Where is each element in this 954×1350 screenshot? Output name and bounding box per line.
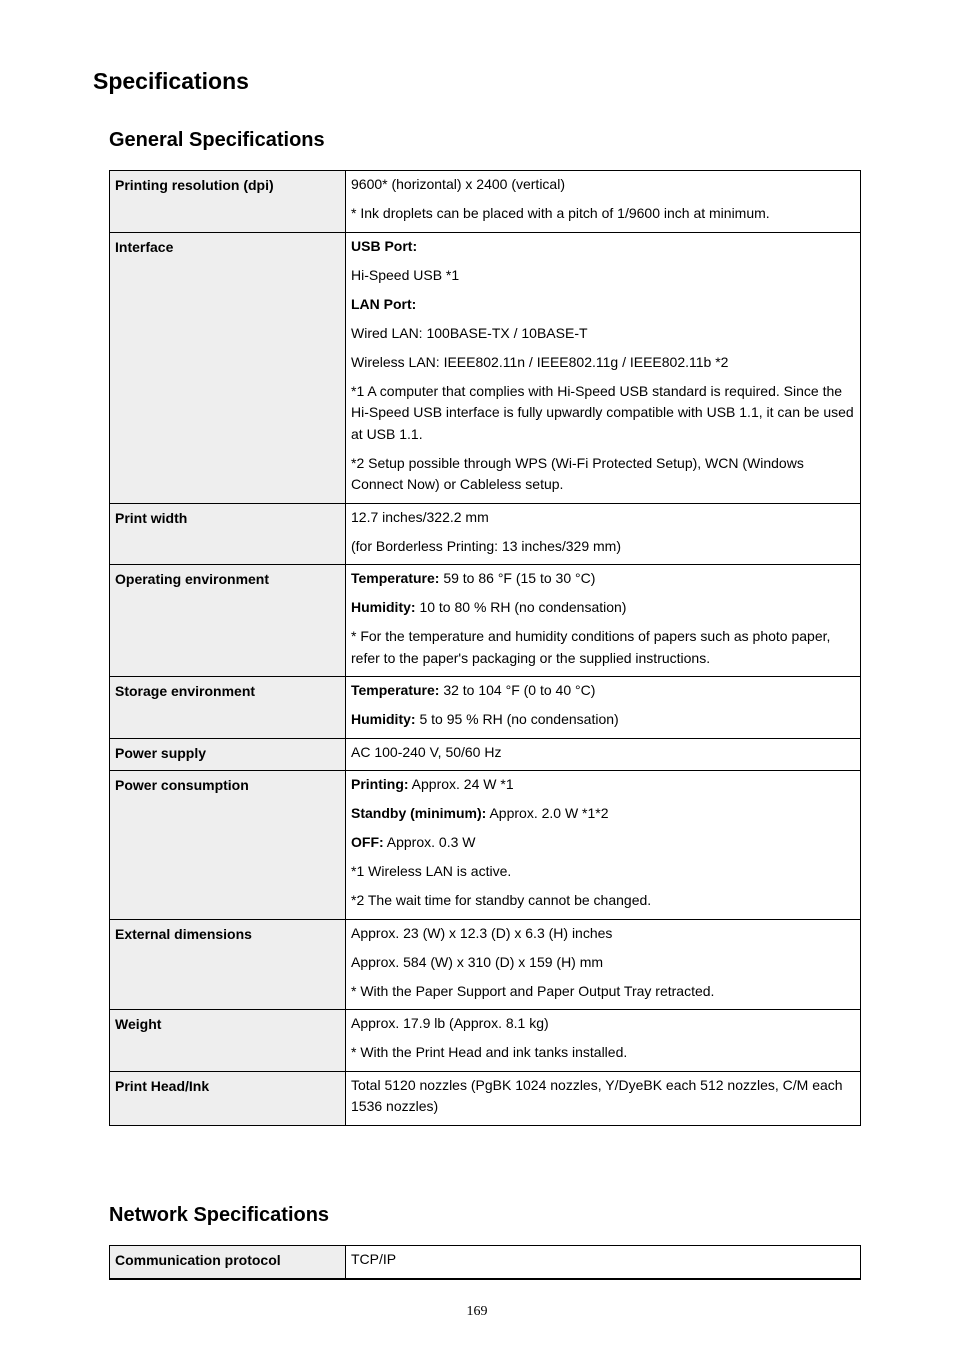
table-row: [110, 677, 861, 739]
spec-label: Power consumption: [110, 771, 346, 920]
spec-value-line: [351, 1075, 855, 1118]
spec-value-line: [351, 1042, 855, 1064]
spec-value: [346, 565, 861, 677]
spec-label: Communication protocol: [110, 1246, 346, 1279]
spec-value-line: [351, 923, 855, 945]
table-row: [110, 738, 861, 771]
spec-value-line: [351, 952, 855, 974]
spec-value-text: *1 A computer that complies with Hi-Speed USB standard is required. Since the Hi-Speed USB interface is fully upwardly compatible with USB 1.1, it can be used at USB 1.1.: [351, 382, 854, 442]
spec-value-line: [351, 536, 855, 558]
spec-value-text: 12.7 inches/322.2 mm: [351, 508, 489, 525]
spec-value: [346, 171, 861, 233]
spec-value-text: Approx. 17.9 lb (Approx. 8.1 kg): [351, 1015, 549, 1031]
spec-value-text: Wireless LAN: IEEE802.11n / IEEE802.11g / IEEE802.11b *2: [351, 353, 729, 370]
page-title: Specifications: [93, 68, 249, 94]
spec-value-line: [351, 323, 855, 345]
spec-value-text: Approx. 584 (W) x 310 (D) x 159 (H) mm: [351, 953, 604, 970]
spec-value-line: [351, 597, 855, 619]
spec-value-line: [351, 453, 855, 496]
general-specifications-table: [109, 170, 861, 1126]
spec-value-text: AC 100-240 V, 50/60 Hz: [351, 743, 502, 760]
general-specifications-body: [110, 171, 861, 1126]
spec-value-text: 9600* (horizontal) x 2400 (vertical): [351, 176, 565, 192]
spec-value: [346, 919, 861, 1010]
spec-value-key: Standby (minimum):: [351, 805, 487, 821]
spec-value: [346, 232, 861, 503]
spec-value-line: [351, 680, 855, 702]
spec-value-text: Approx. 23 (W) x 12.3 (D) x 6.3 (H) inches: [351, 924, 613, 941]
spec-value-line: [351, 774, 855, 796]
spec-value-text: 32 to 104 °F (0 to 40 °C): [439, 682, 596, 698]
table-row: [110, 503, 861, 565]
spec-value-key: LAN Port:: [351, 295, 417, 312]
table-row: [110, 771, 861, 920]
spec-label: Print width: [110, 503, 346, 565]
spec-value-line: [351, 1249, 855, 1271]
table-row: [110, 565, 861, 677]
spec-value: [346, 503, 861, 565]
spec-value-key: Temperature:: [351, 682, 440, 698]
spec-value-key: Printing:: [351, 776, 409, 792]
spec-value-text: *2 Setup possible through WPS (Wi-Fi Protected Setup), WCN (Windows Connect Now) or Cableless setup.: [351, 454, 804, 492]
spec-value-line: [351, 507, 855, 529]
spec-value-line: [351, 265, 855, 287]
table-row: [110, 1246, 861, 1279]
spec-label: Storage environment: [110, 677, 346, 739]
spec-value-line: [351, 803, 855, 825]
table-row: [110, 919, 861, 1010]
spec-value: [346, 738, 861, 771]
spec-value-line: [351, 203, 855, 225]
spec-value-line: [351, 568, 855, 590]
spec-value-key: Humidity:: [351, 711, 416, 727]
spec-value-line: [351, 890, 855, 912]
spec-value-key: USB Port:: [351, 237, 418, 254]
spec-value-line: [351, 981, 855, 1003]
spec-label: Power supply: [110, 738, 346, 771]
spec-value-text: Total 5120 nozzles (PgBK 1024 nozzles, Y/DyeBK each 512 nozzles, C/M each 1536 nozzles): [351, 1076, 843, 1114]
spec-value-text: (for Borderless Printing: 13 inches/329 mm): [351, 537, 621, 554]
spec-value-text: * For the temperature and humidity conditions of papers such as photo paper, refer to the paper's packaging or the supplied instructions.: [351, 628, 831, 666]
spec-value-text: * With the Print Head and ink tanks installed.: [351, 1044, 628, 1060]
network-specifications-table: [109, 1245, 861, 1280]
spec-value-text: Wired LAN: 100BASE-TX / 10BASE-T: [351, 324, 588, 341]
table-row: [110, 1010, 861, 1072]
spec-value-line: [351, 742, 855, 764]
spec-value-text: Approx. 24 W *1: [408, 776, 514, 792]
spec-value-key: OFF:: [351, 834, 384, 850]
table-row: [110, 232, 861, 503]
spec-value-line: [351, 861, 855, 883]
spec-value-text: 5 to 95 % RH (no condensation): [415, 711, 619, 727]
general-specifications-heading: General Specifications: [109, 129, 325, 151]
spec-value-text: *2 The wait time for standby cannot be changed.: [351, 892, 652, 908]
spec-value-line: [351, 709, 855, 731]
spec-value-line: [351, 236, 855, 258]
spec-value: [346, 677, 861, 739]
spec-label: Weight: [110, 1010, 346, 1072]
spec-label: Printing resolution (dpi): [110, 171, 346, 233]
spec-value-key: Temperature:: [351, 570, 440, 586]
spec-value-line: [351, 352, 855, 374]
spec-value-text: Hi-Speed USB *1: [351, 266, 460, 283]
spec-value-text: Approx. 2.0 W *1*2: [486, 805, 609, 821]
spec-value: [346, 1071, 861, 1125]
spec-value-text: Approx. 0.3 W: [383, 834, 476, 850]
spec-label: Print Head/Ink: [110, 1071, 346, 1125]
spec-value-text: 10 to 80 % RH (no condensation): [415, 599, 627, 615]
spec-value-key: Humidity:: [351, 599, 416, 615]
spec-value-text: * With the Paper Support and Paper Output Tray retracted.: [351, 982, 715, 999]
network-specifications-heading: Network Specifications: [109, 1204, 330, 1226]
spec-value-line: [351, 832, 855, 854]
spec-value-text: 59 to 86 °F (15 to 30 °C): [439, 570, 596, 586]
spec-value-text: TCP/IP: [351, 1251, 397, 1267]
spec-value: [346, 1010, 861, 1072]
spec-label: Interface: [110, 232, 346, 503]
spec-value-line: [351, 1013, 855, 1035]
table-row: [110, 1071, 861, 1125]
page-number: 169: [466, 1304, 488, 1319]
spec-value-text: *1 Wireless LAN is active.: [351, 863, 512, 879]
spec-value-line: [351, 626, 855, 669]
spec-value-text: * Ink droplets can be placed with a pitch of 1/9600 inch at minimum.: [351, 205, 770, 221]
table-row: [110, 171, 861, 233]
spec-value-line: [351, 381, 855, 446]
spec-value-line: [351, 294, 855, 316]
spec-label: External dimensions: [110, 919, 346, 1010]
network-specifications-body: [110, 1246, 861, 1279]
spec-value: [346, 771, 861, 920]
spec-value: [346, 1246, 861, 1279]
spec-label: Operating environment: [110, 565, 346, 677]
spec-value-line: [351, 174, 855, 196]
